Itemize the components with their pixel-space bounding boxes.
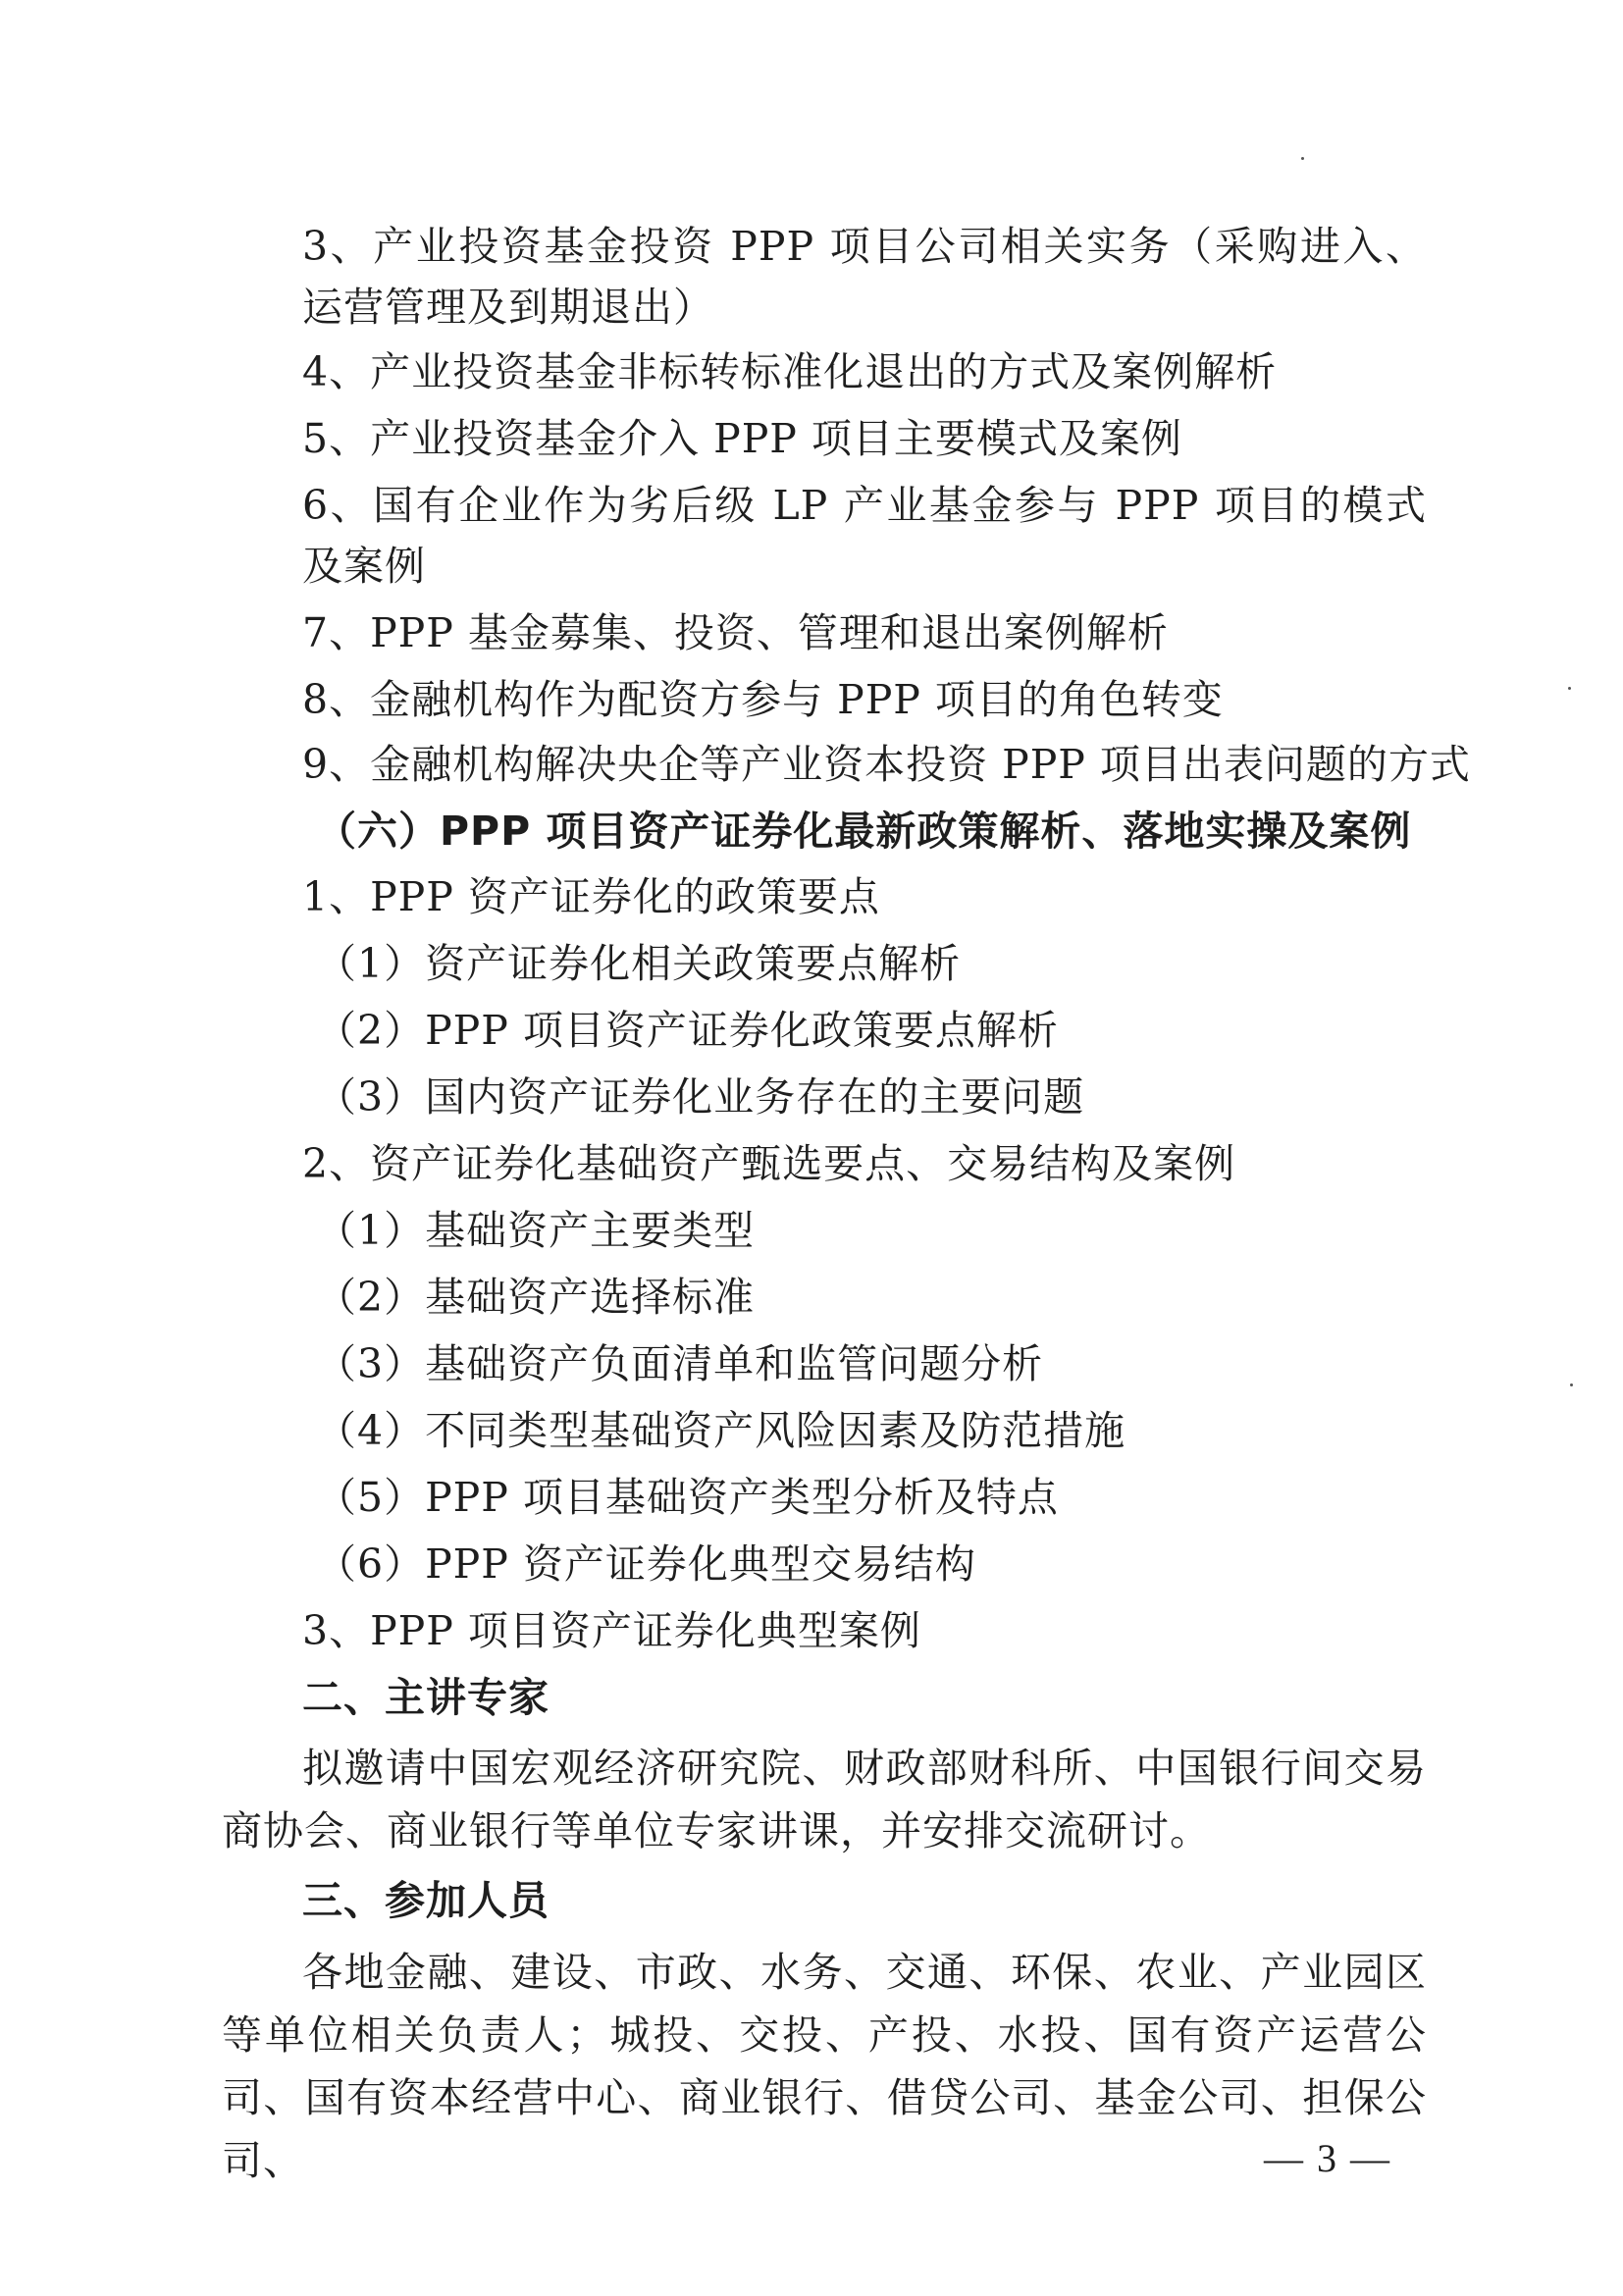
list-item — [222, 341, 1427, 402]
section-six-point-2-sub-2: （2）基础资产选择标准 — [316, 1274, 756, 1321]
scan-speck — [1570, 1383, 1573, 1386]
section-six-title: （六）PPP 项目资产证券化最新政策解析、落地实操及案例 — [316, 808, 1412, 855]
list-item — [222, 475, 1427, 597]
section-six-point-2: 2、资产证券化基础资产甄选要点、交易结构及案例 — [302, 1140, 1236, 1187]
scan-speck — [1568, 687, 1571, 690]
list-item — [222, 734, 1471, 795]
section-six-point-2-sub-3: （3）基础资产负面清单和监管问题分析 — [316, 1340, 1044, 1387]
page-number: — 3 — — [1264, 2136, 1391, 2180]
section-three-title: 三、参加人员 — [302, 1877, 550, 1924]
item-text: 4、产业投资基金非标转标准化退出的方式及案例解析 — [302, 348, 1278, 395]
section-two-title: 二、主讲专家 — [302, 1674, 550, 1721]
section-six-point-1-sub-1: （1）资产证券化相关政策要点解析 — [316, 940, 962, 987]
section-heading — [222, 799, 1427, 863]
item-text: 7、PPP 基金募集、投资、管理和退出案例解析 — [302, 609, 1169, 656]
list-item — [222, 669, 1427, 730]
section-six-point-1-sub-2: （2）PPP 项目资产证券化政策要点解析 — [316, 1007, 1059, 1054]
section-six-point-2-sub-4: （4）不同类型基础资产风险因素及防范措施 — [316, 1407, 1126, 1454]
item-text: 8、金融机构作为配资方参与 PPP 项目的角色转变 — [302, 676, 1224, 723]
section-six-point-2-sub-5: （5）PPP 项目基础资产类型分析及特点 — [316, 1474, 1059, 1521]
section-two-body: 拟邀请中国宏观经济研究院、财政部财科所、中国银行间交易商协会、商业银行等单位专家讲课，并安排交流研讨。 — [222, 1745, 1427, 1854]
section-six-point-2-sub-1: （1）基础资产主要类型 — [316, 1207, 756, 1254]
scan-speck — [1301, 157, 1304, 160]
list-item — [222, 602, 1427, 663]
document-body — [222, 216, 1471, 2192]
item-text: 3、产业投资基金投资 PPP 项目公司相关实务（采购进入、运营管理及到期退出） — [302, 223, 1427, 331]
section-three-body: 各地金融、建设、市政、水务、交通、环保、农业、产业园区等单位相关负责人；城投、交投、产投、水投、国有资产运营公司、国有资本经营中心、商业银行、借贷公司、基金公司、担保公司、 — [222, 1949, 1427, 2184]
section-six-point-2-sub-6: （6）PPP 资产证券化典型交易结构 — [316, 1540, 976, 1588]
item-text: 5、产业投资基金介入 PPP 项目主要模式及案例 — [302, 415, 1182, 462]
item-text: 9、金融机构解决央企等产业资本投资 PPP 项目出表问题的方式 — [302, 741, 1471, 788]
section-six-point-1: 1、PPP 资产证券化的政策要点 — [302, 873, 880, 920]
item-text: 6、国有企业作为劣后级 LP 产业基金参与 PPP 项目的模式及案例 — [302, 482, 1427, 590]
section-six-point-3: 3、PPP 项目资产证券化典型案例 — [302, 1607, 921, 1654]
list-item — [222, 216, 1427, 338]
list-item — [222, 408, 1427, 469]
section-six-point-1-sub-3: （3）国内资产证券化业务存在的主要问题 — [316, 1073, 1085, 1121]
